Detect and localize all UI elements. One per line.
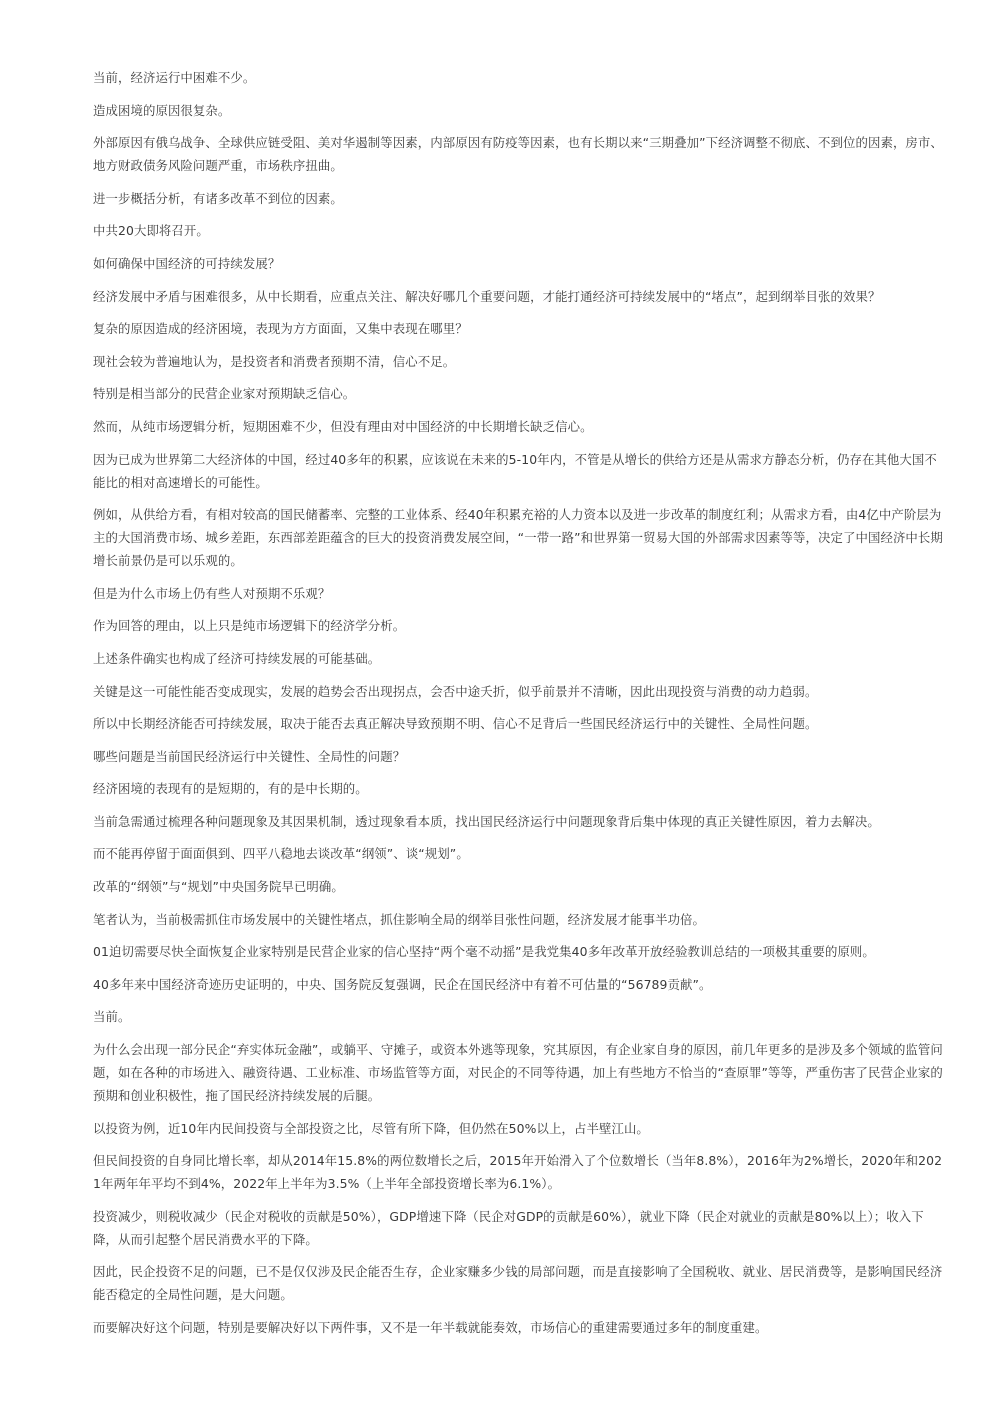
article-paragraph: 但是为什么市场上仍有些人对预期不乐观？ bbox=[93, 585, 331, 601]
article-paragraph: 进一步概括分析，有诸多改革不到位的因素。 bbox=[93, 190, 343, 206]
article-paragraph: 经济发展中矛盾与困难很多，从中长期看，应重点关注、解决好哪几个重要问题，才能打通经济可持续发展中的“堵点”，起到纲举目张的效果？ bbox=[93, 288, 881, 304]
article-paragraph: 外部原因有俄乌战争、全球供应链受阻、美对华遏制等因素，内部原因有防疫等因素，也有长期以来“三期叠加”下经济调整不彻底、不到位的因素，房市、地方财政债务风险问题严重，市场秩序扭曲。 bbox=[93, 135, 943, 174]
article-paragraph: 而要解决好这个问题，特别是要解决好以下两件事，又不是一年半载就能奏效，市场信心的重建需要通过多年的制度重建。 bbox=[93, 1320, 768, 1335]
article-paragraph: 笔者认为，当前极需抓住市场发展中的关键性堵点，抓住影响全局的纲举目张性问题，经济发展才能事半功倍。 bbox=[93, 911, 706, 927]
article-paragraph: 所以中长期经济能否可持续发展，取决于能否去真正解决导致预期不明、信心不足背后一些国民经济运行中的关键性、全局性问题。 bbox=[93, 716, 818, 732]
article-paragraph: 以投资为例，近10年内民间投资与全部投资之比，尽管有所下降，但仍然在50%以上，占半壁江山。 bbox=[93, 1120, 649, 1136]
article-paragraph: 例如，从供给方看，有相对较高的国民储蓄率、完整的工业体系、经40年积累充裕的人力资本以及进一步改革的制度红利；从需求方看，由4亿中产阶层为主的大国消费市场、城乡差距，东西部差距蕴含的巨大的投资消费发展空间，“一带一路”和世界第一贸易大国的外部需求因素等等，决定了中国经济中长期增长前景仍是可以乐观的。 bbox=[93, 507, 943, 569]
article-paragraph: 如何确保中国经济的可持续发展？ bbox=[93, 255, 281, 271]
article-paragraph: 当前，经济运行中困难不少。 bbox=[93, 70, 256, 85]
article-paragraph: 而不能再停留于面面俱到、四平八稳地去谈改革“纲领”、谈“规划”。 bbox=[93, 846, 469, 862]
article-paragraph: 哪些问题是当前国民经济运行中关键性、全局性的问题？ bbox=[93, 748, 406, 764]
article-paragraph: 因为已成为世界第二大经济体的中国，经过40多年的积累，应该说在未来的5-10年内，不管是从增长的供给方还是从需求方静态分析，仍存在其他大国不能比的相对高速增长的可能性。 bbox=[93, 451, 937, 490]
article-paragraph: 上述条件确实也构成了经济可持续发展的可能基础。 bbox=[93, 650, 381, 666]
article-paragraph: 特别是相当部分的民营企业家对预期缺乏信心。 bbox=[93, 386, 356, 402]
article-paragraph: 为什么会出现一部分民企“弃实体玩金融”，或躺平、守摊子，或资本外逃等现象，究其原因，有企业家自身的原因，前几年更多的是涉及多个领域的监管问题，如在各种的市场进入、融资待遇、工业标准、市场监管等方面，对民企的不同等待遇，加上有些地方不恰当的“查原罪”等等，严重伤害了民营企业家的预期和创业积极性，拖了国民经济持续发展的后腿。 bbox=[93, 1042, 943, 1104]
article-paragraph: 现社会较为普遍地认为，是投资者和消费者预期不清，信心不足。 bbox=[93, 353, 456, 369]
article-paragraph: 然而，从纯市场逻辑分析，短期困难不少，但没有理由对中国经济的中长期增长缺乏信心。 bbox=[93, 418, 593, 434]
article-paragraph: 因此，民企投资不足的问题，已不是仅仅涉及民企能否生存，企业家赚多少钱的局部问题，而是直接影响了全国税收、就业、居民消费等，是影响国民经济能否稳定的全局性问题，是大问题。 bbox=[93, 1264, 943, 1303]
article-paragraph: 01迫切需要尽快全面恢复企业家特别是民营企业家的信心坚持“两个毫不动摇”是我党集40多年改革开放经验教训总结的一项极其重要的原则。 bbox=[93, 944, 875, 960]
article-paragraph: 当前。 bbox=[93, 1009, 131, 1025]
article-paragraph: 40多年来中国经济奇迹历史证明的，中央、国务院反复强调，民企在国民经济中有着不可估量的“56789贡献”。 bbox=[93, 976, 712, 992]
article-paragraph: 但民间投资的自身同比增长率，却从2014年15.8%的两位数增长之后，2015年开始滑入了个位数增长（当年8.8%），2016年为2%增长，2020年和2021年两年年平均不到4%，2022年上半年为3.5%（上半年全部投资增长率为6.1%）。 bbox=[93, 1153, 943, 1192]
article-paragraph: 造成困境的原因很复杂。 bbox=[93, 102, 231, 118]
article-paragraph: 关键是这一可能性能否变成现实，发展的趋势会否出现拐点，会否中途夭折，似乎前景并不清晰，因此出现投资与消费的动力趋弱。 bbox=[93, 683, 818, 699]
article-paragraph: 投资减少，则税收减少（民企对税收的贡献是50%），GDP增速下降（民企对GDP的贡献是60%），就业下降（民企对就业的贡献是80%以上）；收入下降，从而引起整个居民消费水平的下降。 bbox=[93, 1208, 924, 1247]
article-paragraph: 作为回答的理由，以上只是纯市场逻辑下的经济学分析。 bbox=[93, 618, 406, 634]
article-paragraph: 当前急需通过梳理各种问题现象及其因果机制，透过现象看本质，找出国民经济运行中问题现象背后集中体现的真正关键性原因，着力去解决。 bbox=[93, 813, 880, 829]
article-body bbox=[93, 66, 945, 1349]
article-paragraph: 复杂的原因造成的经济困境，表现为方方面面，又集中表现在哪里？ bbox=[93, 321, 468, 337]
article-paragraph: 经济困境的表现有的是短期的，有的是中长期的。 bbox=[93, 781, 368, 797]
article-paragraph: 中共20大即将召开。 bbox=[93, 223, 209, 239]
article-paragraph: 改革的“纲领”与“规划”中央国务院早已明确。 bbox=[93, 879, 344, 895]
